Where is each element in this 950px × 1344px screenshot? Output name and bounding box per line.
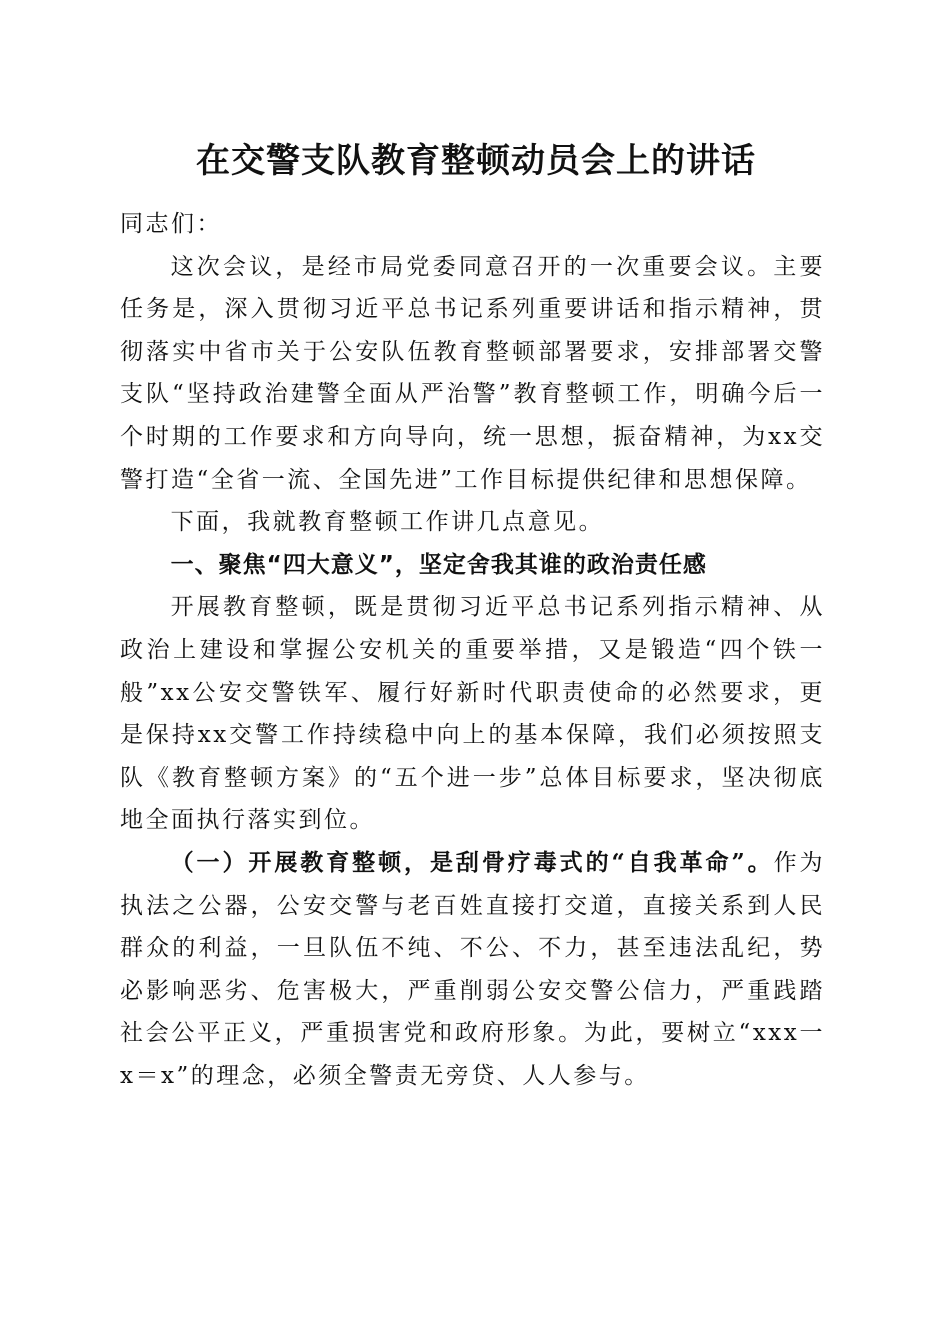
section-one-heading: 一、聚焦“四大意义”，坚定舍我其谁的政治责任感 — [170, 551, 707, 578]
intro-paragraph: 这次会议，是经市局党委同意召开的一次重要会议。主要任务是，深入贯彻习近平总书记系列重要讲话和指示精神，贯彻落实中省市关于公安队伍教育整顿部署要求，安排部署交警支队“坚持政治建警全面从严治警”教育整顿工作，明确今后一个时期的工作要求和方向导向，统一思想，振奋精神，为xx交警打造“全省一流、全国先进”工作目标提供纪律和思想保障。 — [120, 253, 825, 493]
document-body — [120, 203, 825, 1097]
salutation: 同志们： — [120, 211, 222, 237]
subsection-one-text: 作为执法之公器，公安交警与老百姓直接打交道，直接关系到人民群众的利益，一旦队伍不纯、不公、不力，甚至违法乱纪，势必影响恶劣、危害极大，严重削弱公安交警公信力，严重践踏社会公平正义，严重损害党和政府形象。为此，要树立“xxx一x＝x”的理念，必须全警责无旁贷、人人参与。 — [120, 849, 825, 1089]
subsection-one-paragraph — [120, 842, 825, 1098]
document-title: 在交警支队教育整顿动员会上的讲话 — [196, 141, 756, 181]
transition-paragraph: 下面，我就教育整顿工作讲几点意见。 — [170, 509, 605, 536]
section-one-paragraph: 开展教育整顿，既是贯彻习近平总书记系列指示精神、从政治上建设和掌握公安机关的重要举措，又是锻造“四个铁一般”xx公安交警铁军、履行好新时代职责使命的必然要求，更是保持xx交警工作持续稳中向上的基本保障，我们必须按照支队《教育整顿方案》的“五个进一步”总体目标要求，坚决彻底地全面执行落实到位。 — [120, 594, 825, 834]
subsection-one-lead: （一）开展教育整顿，是刮骨疗毒式的“自我革命”。 — [170, 848, 774, 876]
